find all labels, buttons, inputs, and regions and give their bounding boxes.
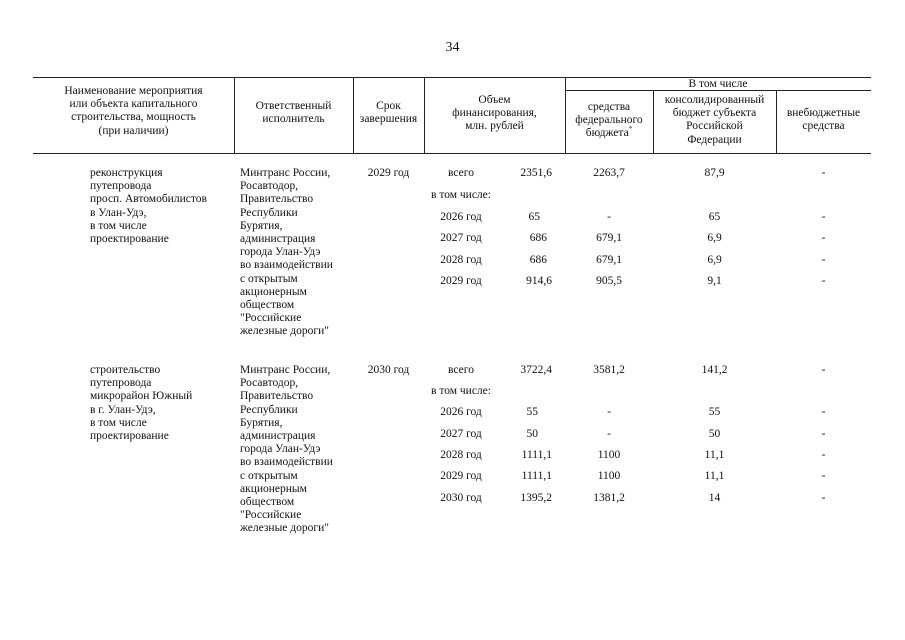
line-regional: 55 xyxy=(708,406,721,418)
line-volume: 1395,2 xyxy=(520,492,552,504)
line-extra: - xyxy=(821,470,826,482)
line-federal: 1381,2 xyxy=(593,492,625,504)
line-volume: 1111,1 xyxy=(521,449,552,461)
line-federal: 1100 xyxy=(597,449,621,461)
line-regional: 6,9 xyxy=(707,254,722,266)
line-volume: 686 xyxy=(529,254,547,266)
line-regional: 6,9 xyxy=(707,232,722,244)
header-including: В том числе xyxy=(688,78,748,90)
row-1-name: реконструкция путепровода просп. Автомобилистов в Улан-Удэ, в том числе проектирование xyxy=(90,167,207,246)
line-federal: - xyxy=(607,211,611,223)
header-executor: Ответственный исполнитель xyxy=(255,100,332,126)
row-2-deadline: 2030 год xyxy=(367,364,410,376)
line-federal: 905,5 xyxy=(596,275,622,287)
line-label: 2030 год xyxy=(440,492,482,504)
line-label: 2027 год xyxy=(440,232,482,244)
line-volume: 2351,6 xyxy=(520,167,552,179)
row-2-executor: Минтранс России, Росавтодор, Правительство Республики Бурятия, администрация города Улан-Удэ во взаимодействии с открытым акционерным обществом "Российские железные дороги" xyxy=(240,364,333,535)
line-extra: - xyxy=(821,428,826,440)
line-extra: - xyxy=(821,364,826,376)
page-number: 34 xyxy=(445,40,460,55)
header-bottom-rule xyxy=(33,153,871,154)
line-extra: - xyxy=(821,275,826,287)
header-regional: консолидированный бюджет субъекта Российской Федерации xyxy=(664,94,765,146)
line-label: в том числе: xyxy=(431,189,491,201)
line-regional: 87,9 xyxy=(704,167,725,179)
line-federal: - xyxy=(607,406,611,418)
line-federal: 679,1 xyxy=(596,254,622,266)
line-federal: 1100 xyxy=(597,470,621,482)
line-volume: 65 xyxy=(528,211,540,223)
header-federal: средства федерального бюджета* xyxy=(575,101,643,140)
line-label: 2029 год xyxy=(440,275,482,287)
header-volume: Объем финансирования, млн. рублей xyxy=(452,94,537,133)
line-volume: 55 xyxy=(526,406,538,418)
line-label: в том числе: xyxy=(431,385,491,397)
line-federal: - xyxy=(607,428,611,440)
row-1-executor: Минтранс России, Росавтодор, Правительство Республики Бурятия, администрация города Улан-Удэ во взаимодействии с открытым акционерным обществом "Российские железные дороги" xyxy=(240,167,333,338)
line-federal: 3581,2 xyxy=(593,364,625,376)
line-label: 2026 год xyxy=(440,211,482,223)
line-federal: 2263,7 xyxy=(593,167,625,179)
header-deadline: Срок завершения xyxy=(359,100,418,126)
line-volume: 3722,4 xyxy=(520,364,552,376)
line-regional: 141,2 xyxy=(701,364,728,376)
line-regional: 11,1 xyxy=(704,470,725,482)
line-extra: - xyxy=(821,167,826,179)
footnote-mark: * xyxy=(628,125,633,134)
header-extra: внебюджетные средства xyxy=(786,107,861,133)
line-extra: - xyxy=(821,449,826,461)
line-label: 2028 год xyxy=(440,254,482,266)
line-label: всего xyxy=(448,364,474,376)
line-federal: 679,1 xyxy=(596,232,622,244)
line-extra: - xyxy=(821,254,826,266)
line-label: 2026 год xyxy=(440,406,482,418)
line-volume: 50 xyxy=(526,428,538,440)
line-regional: 14 xyxy=(708,492,721,504)
line-label: 2028 год xyxy=(440,449,482,461)
line-regional: 11,1 xyxy=(704,449,725,461)
line-label: 2029 год xyxy=(440,470,482,482)
line-extra: - xyxy=(821,406,826,418)
line-extra: - xyxy=(821,492,826,504)
header-name: Наименование мероприятия или объекта капитального строительства, мощность (при наличии) xyxy=(64,85,203,137)
line-regional: 65 xyxy=(708,211,721,223)
line-regional: 50 xyxy=(708,428,721,440)
line-volume: 686 xyxy=(529,232,547,244)
line-label: всего xyxy=(448,167,474,179)
line-regional: 9,1 xyxy=(707,275,722,287)
line-volume: 1111,1 xyxy=(521,470,552,482)
row-1-deadline: 2029 год xyxy=(367,167,410,179)
line-extra: - xyxy=(821,211,826,223)
row-2-name: строительство путепровода микрорайон Южный в г. Улан-Удэ, в том числе проектирование xyxy=(90,364,193,443)
line-extra: - xyxy=(821,232,826,244)
line-volume: 914,6 xyxy=(526,275,552,287)
line-label: 2027 год xyxy=(440,428,482,440)
